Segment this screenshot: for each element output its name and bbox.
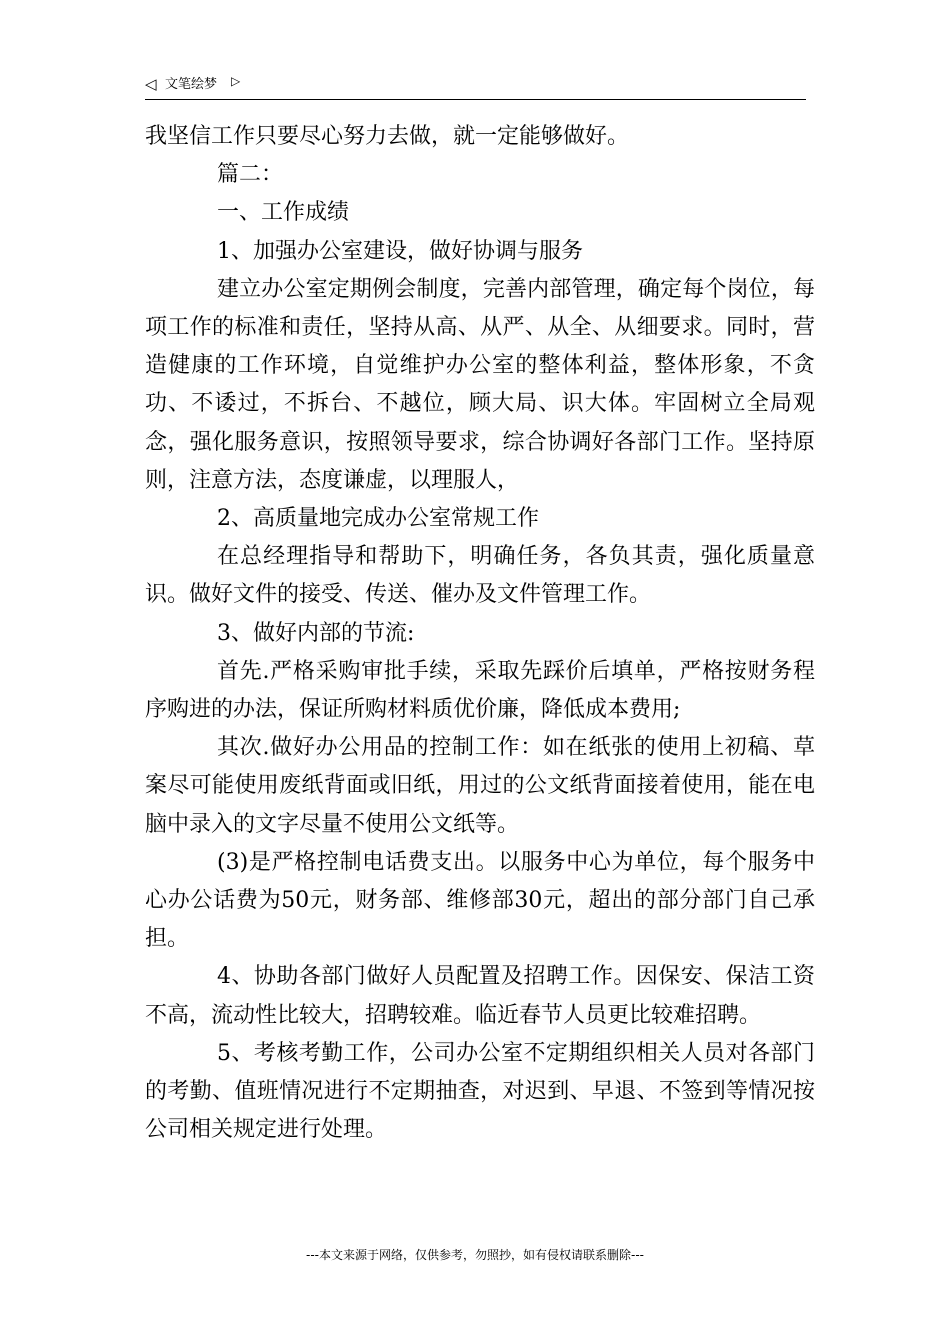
paragraph-1: 建立办公室定期例会制度，完善内部管理，确定每个岗位，每项工作的标准和责任，坚持从高、从严、从全、从细要求。同时，营造健康的工作环境，自觉维护办公室的整体利益，整体形象，不贪功、不诿过，不拆台、不越位，顾大局、识大体。牢固树立全局观念，强化服务意识，按照领导要求，综合协调好各部门工作。坚持原则，注意方法，态度谦虚，以理服人， — [145, 276, 815, 493]
document-body — [145, 118, 815, 1149]
subheading-1: 1、加强办公室建设，做好协调与服务 — [217, 238, 583, 264]
page-header — [145, 73, 806, 100]
paragraph-intro: 我坚信工作只要尽心努力去做，就一定能够做好。 — [145, 124, 630, 149]
subheading-3: 3、做好内部的节流: — [217, 620, 415, 646]
triangle-right-icon: ▷ — [231, 74, 241, 88]
heading-work-results: 一、工作成绩 — [217, 200, 350, 226]
paragraph-2: 在总经理指导和帮助下，明确任务，各负其责，强化质量意识。做好文件的接受、传送、催办及文件管理工作。 — [145, 544, 815, 608]
paragraph-3c: (3)是严格控制电话费支出。以服务中心为单位，每个服务中心办公话费为50元，财务部、维修部30元，超出的部分部门自己承担。 — [145, 849, 815, 952]
section-label: 篇二： — [217, 162, 284, 188]
paragraph-5: 5、考核考勤工作，公司办公室不定期组织相关人员对各部门的考勤、值班情况进行不定期抽查，对迟到、早退、不签到等情况按公司相关规定进行处理。 — [145, 1040, 815, 1143]
triangle-left-icon: ◁ — [145, 75, 157, 93]
paragraph-4: 4、协助各部门做好人员配置及招聘工作。因保安、保洁工资不高，流动性比较大，招聘较难。临近春节人员更比较难招聘。 — [145, 964, 815, 1028]
paragraph-3b: 其次.做好办公用品的控制工作：如在纸张的使用上初稿、草案尽可能使用废纸背面或旧纸，用过的公文纸背面接着使用，能在电脑中录入的文字尽量不使用公文纸等。 — [145, 735, 815, 837]
subheading-2: 2、高质量地完成办公室常规工作 — [217, 506, 539, 532]
page-footer: ---本文来源于网络，仅供参考，勿照抄，如有侵权请联系删除--- — [306, 1248, 644, 1262]
paragraph-3a: 首先.严格采购审批手续，采取先踩价后填单，严格按财务程序购进的办法，保证所购材料质优价廉，降低成本费用; — [145, 658, 815, 723]
header-brand: 文笔绘梦 — [165, 77, 218, 92]
